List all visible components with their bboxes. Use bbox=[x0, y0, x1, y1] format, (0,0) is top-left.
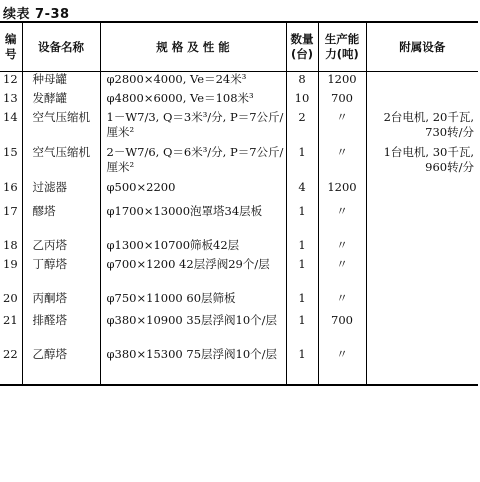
row-capacity: 〃 bbox=[318, 347, 366, 385]
row-spec: φ4800×6000, Ve＝108米³ bbox=[100, 91, 286, 110]
row-spec: φ1700×13000泡罩塔34层板 bbox=[100, 204, 286, 238]
row-spec: 2－W7/6, Q＝6米³/分, P＝7公斤/厘米² bbox=[100, 145, 286, 180]
row-name: 醪塔 bbox=[22, 204, 100, 238]
row-number: 12 bbox=[3, 72, 18, 86]
row-spec: φ1300×10700筛板42层 bbox=[100, 238, 286, 257]
row-spec: 1－W7/3, Q＝3米³/分, P＝7公斤/厘米² bbox=[100, 110, 286, 145]
row-capacity: 1200 bbox=[318, 180, 366, 204]
table-row bbox=[0, 91, 478, 110]
table-row bbox=[0, 238, 478, 257]
row-capacity: 〃 bbox=[318, 110, 366, 145]
row-number: 18 bbox=[3, 237, 18, 252]
row-quantity: 2 bbox=[286, 110, 318, 145]
row-capacity: 〃 bbox=[318, 257, 366, 291]
row-accessory bbox=[366, 347, 478, 385]
row-name: 种母罐 bbox=[22, 72, 100, 91]
table-row bbox=[0, 313, 478, 347]
row-number: 22 bbox=[0, 347, 22, 385]
row-capacity: 〃 bbox=[318, 238, 366, 257]
row-number: 19 bbox=[3, 256, 18, 271]
row-name: 丁醇塔 bbox=[22, 257, 100, 291]
row-spec: φ380×10900 35层浮阀10个/层 bbox=[100, 313, 286, 347]
table-row bbox=[0, 110, 478, 145]
row-spec: φ380×15300 75层浮阀10个/层 bbox=[100, 347, 286, 385]
row-number: 14 bbox=[3, 109, 18, 124]
row-quantity: 1 bbox=[286, 291, 318, 313]
row-quantity: 1 bbox=[286, 204, 318, 238]
row-quantity: 1 bbox=[286, 145, 318, 180]
row-accessory bbox=[366, 180, 478, 204]
row-accessory bbox=[366, 313, 478, 347]
row-name: 排醛塔 bbox=[22, 313, 100, 347]
row-spec: φ2800×4000, Ve＝24米³ bbox=[100, 72, 286, 91]
table-row bbox=[0, 347, 478, 385]
header-qty: 数量(台) bbox=[286, 22, 318, 72]
row-quantity: 1 bbox=[286, 313, 318, 347]
table-row bbox=[0, 291, 478, 313]
row-spec: φ700×1200 42层浮阀29个/层 bbox=[100, 257, 286, 291]
row-capacity: 〃 bbox=[318, 291, 366, 313]
row-accessory bbox=[366, 238, 478, 257]
table-caption: 续表 7-38 bbox=[3, 7, 70, 22]
table-row bbox=[0, 257, 478, 291]
header-spec: 规 格 及 性 能 bbox=[100, 22, 286, 72]
equipment-table bbox=[0, 21, 478, 386]
row-number: 16 bbox=[3, 179, 18, 194]
row-quantity: 1 bbox=[286, 347, 318, 385]
row-number: 21 bbox=[3, 312, 18, 327]
row-spec: φ750×11000 60层筛板 bbox=[100, 291, 286, 313]
row-quantity: 8 bbox=[286, 72, 318, 91]
row-quantity: 1 bbox=[286, 257, 318, 291]
row-name: 丙酮塔 bbox=[22, 291, 100, 313]
header-accessory: 附属设备 bbox=[366, 22, 478, 72]
row-number: 15 bbox=[3, 144, 18, 159]
table-body bbox=[0, 72, 478, 385]
row-number: 20 bbox=[3, 290, 18, 305]
row-accessory bbox=[366, 204, 478, 238]
row-capacity: 1200 bbox=[318, 72, 366, 91]
row-name: 乙丙塔 bbox=[22, 238, 100, 257]
row-quantity: 1 bbox=[286, 238, 318, 257]
row-capacity: 700 bbox=[318, 91, 366, 110]
header-num: 编号 bbox=[0, 22, 22, 72]
row-capacity: 〃 bbox=[318, 204, 366, 238]
row-accessory bbox=[366, 291, 478, 313]
row-accessory bbox=[366, 257, 478, 291]
header-row bbox=[0, 22, 478, 72]
row-capacity: 〃 bbox=[318, 145, 366, 180]
row-accessory: 1台电机, 30千瓦, 960转/分 bbox=[366, 145, 478, 180]
row-name: 乙醇塔 bbox=[22, 347, 100, 385]
table-row bbox=[0, 204, 478, 238]
row-name: 空气压缩机 bbox=[22, 145, 100, 180]
row-capacity: 700 bbox=[318, 313, 366, 347]
row-spec: φ500×2200 bbox=[100, 180, 286, 204]
table-row bbox=[0, 72, 478, 91]
table-row bbox=[0, 180, 478, 204]
header-name: 设备名称 bbox=[22, 22, 100, 72]
row-quantity: 4 bbox=[286, 180, 318, 204]
row-number: 13 bbox=[3, 90, 18, 105]
header-capacity: 生产能力(吨) bbox=[318, 22, 366, 72]
row-quantity: 10 bbox=[286, 91, 318, 110]
row-name: 空气压缩机 bbox=[22, 110, 100, 145]
row-number: 17 bbox=[3, 203, 18, 218]
table-row bbox=[0, 145, 478, 180]
row-name: 发酵罐 bbox=[22, 91, 100, 110]
row-name: 过滤器 bbox=[22, 180, 100, 204]
row-accessory: 2台电机, 20千瓦, 730转/分 bbox=[366, 110, 478, 145]
row-accessory bbox=[366, 91, 478, 110]
row-accessory bbox=[366, 72, 478, 91]
